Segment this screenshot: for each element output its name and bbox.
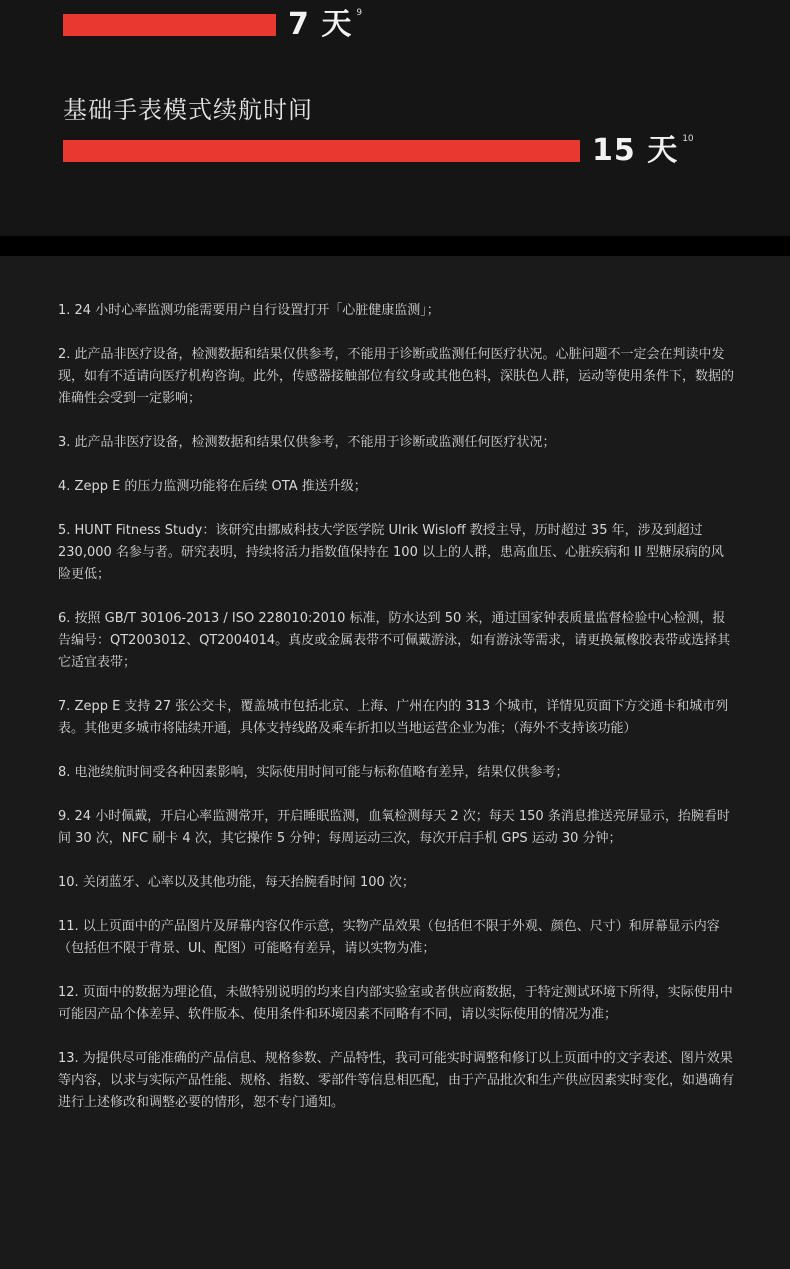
footnote-11: 11. 以上页面中的产品图片及屏幕内容仅作示意，实物产品效果（包括但不限于外观、颜色、尺寸）和屏幕显示内容（包括但不限于背景、UI、配图）可能略有差异，请以实物为准； (58, 919, 720, 956)
battery-life-section (0, 0, 790, 236)
footnote-9: 9. 24 小时佩戴，开启心率监测常开，开启睡眠监测，血氧检测每天 2 次；每天 150 条消息推送亮屏显示，抬腕看时间 30 次，NFC 刷卡 4 次，其它操作 5 分钟；每周运动三次，每次开启手机 GPS 运动 30 分钟； (58, 809, 730, 846)
battery-value-2: 15 天 (592, 133, 679, 168)
footnotes-section (0, 256, 790, 1269)
footnote-7: 7. Zepp E 支持 27 张公交卡，覆盖城市包括北京、上海、广州在内的 313 个城市，详情见页面下方交通卡和城市列表。其他更多城市将陆续开通，具体支持线路及乘车折扣以当地运营企业为准；（海外不支持该功能） (58, 699, 729, 736)
basic-mode-title: 基础手表模式续航时间 (63, 96, 313, 124)
footnote-2: 2. 此产品非医疗设备，检测数据和结果仅供参考，不能用于诊断或监测任何医疗状况。心脏问题不一定会在判读中发现，如有不适请向医疗机构咨询。此外，传感器接触部位有纹身或其他色料，深肤色人群，运动等使用条件下，数据的准确性会受到一定影响； (58, 347, 735, 406)
battery-bar-row-2 (63, 133, 694, 168)
footnote-12: 12. 页面中的数据为理论值，未做特别说明的均来自内部实验室或者供应商数据，于特定测试环境下所得，实际使用中可能因产品个体差异、软件版本、使用条件和环境因素不同略有不同，请以实际使用的情况为准； (58, 985, 733, 1022)
battery-footnote-2: 10 (682, 134, 694, 144)
footnote-1: 1. 24 小时心率监测功能需要用户自行设置打开「心脏健康监测」； (58, 303, 440, 318)
footnote-4: 4. Zepp E 的压力监测功能将在后续 OTA 推送升级； (58, 479, 367, 494)
battery-bar-2 (63, 140, 580, 162)
section-divider (0, 236, 790, 256)
footnote-10: 10. 关闭蓝牙、心率以及其他功能，每天抬腕看时间 100 次； (58, 875, 415, 890)
battery-bar-row-1 (63, 7, 363, 42)
battery-bar-1 (63, 14, 276, 36)
footnote-8: 8. 电池续航时间受各种因素影响，实际使用时间可能与标称值略有差异，结果仅供参考； (58, 765, 569, 780)
footnote-3: 3. 此产品非医疗设备，检测数据和结果仅供参考，不能用于诊断或监测任何医疗状况； (58, 435, 556, 450)
footnote-5: 5. HUNT Fitness Study：该研究由挪威科技大学医学院 Ulrik Wisloff 教授主导，历时超过 35 年，涉及到超过 230,000 名参与者。研究表明，持续将活力指数值保持在 100 以上的人群，患高血压、心脏疾病和 II 型糖尿病的风险更低； (58, 523, 724, 582)
battery-footnote-1: 9 (356, 8, 363, 18)
footnote-6: 6. 按照 GB/T 30106-2013 / ISO 228010:2010 标准，防水达到 50 米，通过国家钟表质量监督检验中心检测，报告编号：QT2003012、QT2004014。真皮或金属表带不可佩戴游泳，如有游泳等需求，请更换氟橡胶表带或选择其它适宜表带； (58, 611, 731, 670)
footnote-13: 13. 为提供尽可能准确的产品信息、规格参数、产品特性，我司可能实时调整和修订以上页面中的文字表述、图片效果等内容，以求与实际产品性能、规格、指数、零部件等信息相匹配，由于产品批次和生产供应因素实时变化，如遇确有进行上述修改和调整必要的情形，恕不专门通知。 (58, 1051, 735, 1110)
footnotes-list (58, 300, 734, 1136)
battery-value-1: 7 天 (288, 7, 353, 42)
